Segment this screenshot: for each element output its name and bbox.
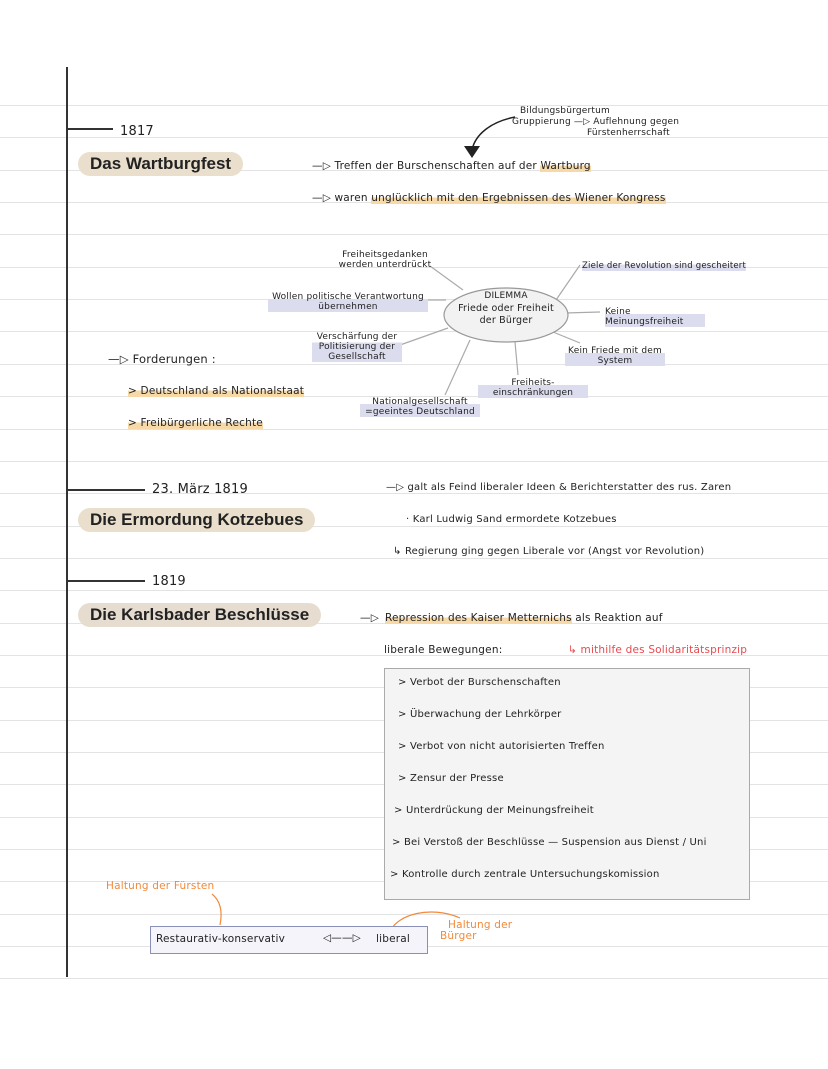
measure-item: > Verbot von nicht autorisierten Treffen (398, 741, 605, 752)
mindmap-node: Freiheits-einschränkungen (478, 378, 588, 398)
demand-nationalstaat: > Deutschland als Nationalstaat (128, 385, 305, 397)
mindmap-node: Freiheitsgedanken werden unterdrückt (338, 250, 432, 270)
annotation-arrow (472, 117, 515, 150)
highlight: Repression des Kaiser Metternichs (384, 612, 572, 624)
measure-item: > Überwachung der Lehrkörper (398, 709, 562, 720)
text: —▷ waren (312, 192, 372, 204)
wartburg-point-1 (312, 160, 591, 172)
kotzebue-line: —▷ galt als Feind liberaler Ideen & Berichterstatter des rus. Zaren (386, 482, 732, 493)
mindmap-center (479, 291, 533, 301)
label-fuersten: Haltung der Fürsten (106, 880, 215, 892)
mindmap-node: Keine Meinungsfreiheit (605, 307, 705, 327)
timeline-tick (68, 489, 145, 491)
section-title-karlsbad: Die Karlsbader Beschlüsse (78, 603, 321, 627)
mindmap-node: Verschärfung der Politisierung der Gesellschaft (312, 332, 402, 362)
attitude-conservative: Restaurativ-konservativ (156, 933, 285, 945)
timeline-tick (68, 128, 113, 130)
kotzebue-line: ↳ Regierung ging gegen Liberale vor (Angst vor Revolution) (393, 546, 705, 557)
text: als Reaktion auf (571, 612, 663, 624)
center-title: DILEMMA (484, 291, 528, 301)
double-arrow-icon: ◁——▷ (323, 932, 361, 944)
highlight: Wartburg (540, 160, 591, 172)
measure-item: > Kontrolle durch zentrale Untersuchungskomission (390, 869, 660, 880)
center-line: der Bürger (479, 315, 533, 326)
arrowhead-icon (464, 146, 480, 158)
annotation-line: Bildungsbürgertum (520, 106, 611, 116)
mindmap-node: Wollen politische Verantwortung übernehmen (268, 292, 428, 312)
year-1819-maerz: 23. März 1819 (152, 482, 248, 497)
kotzebue-line: · Karl Ludwig Sand ermordete Kotzebues (406, 514, 617, 525)
year-1819: 1819 (152, 574, 186, 589)
demands-label: —▷ Forderungen : (108, 352, 216, 366)
center-line: Friede oder Freiheit (458, 303, 554, 314)
karlsbad-line-2: liberale Bewegungen: (384, 644, 503, 656)
karlsbad-line-1 (360, 612, 663, 624)
measures-box (384, 668, 750, 900)
wartburg-point-2 (312, 192, 666, 204)
label-line: Haltung der (448, 919, 513, 931)
demand-rechte: > Freibürgerliche Rechte (128, 417, 263, 429)
attitude-box (150, 926, 428, 954)
highlight: unglücklich mit den Ergebnissen des Wiener Kongress (371, 192, 666, 204)
solidarity-note: ↳ mithilfe des Solidaritätsprinzip (568, 644, 748, 656)
measure-item: > Bei Verstoß der Beschlüsse — Suspension aus Dienst / Uni (392, 837, 707, 848)
section-title-wartburgfest: Das Wartburgfest (78, 152, 243, 176)
annotation-bildungsbuergertum (512, 106, 679, 139)
label-buerger (440, 920, 512, 942)
attitude-liberal: liberal (376, 933, 411, 945)
arrow-icon: —▷ (360, 612, 379, 624)
text: —▷ Treffen der Burschenschaften auf der (312, 160, 541, 172)
measure-item: > Zensur der Presse (398, 773, 504, 784)
mindmap-center-text (441, 303, 571, 327)
year-1817: 1817 (120, 124, 154, 139)
measure-item: > Unterdrückung der Meinungsfreiheit (394, 805, 594, 816)
label-line: Bürger (440, 930, 477, 942)
mindmap-node: Nationalgesellschaft =geeintes Deutschland (360, 397, 480, 417)
mindmap-node: Kein Friede mit dem System (565, 346, 665, 366)
mindmap-node: Ziele der Revolution sind gescheitert (582, 261, 747, 271)
section-title-kotzebue: Die Ermordung Kotzebues (78, 508, 315, 532)
measure-item: > Verbot der Burschenschaften (398, 677, 561, 688)
annotation-line: Fürstenherrschaft (587, 128, 670, 138)
annotation-line: Gruppierung —▷ Auflehnung gegen (512, 117, 680, 127)
timeline-tick (68, 580, 145, 582)
